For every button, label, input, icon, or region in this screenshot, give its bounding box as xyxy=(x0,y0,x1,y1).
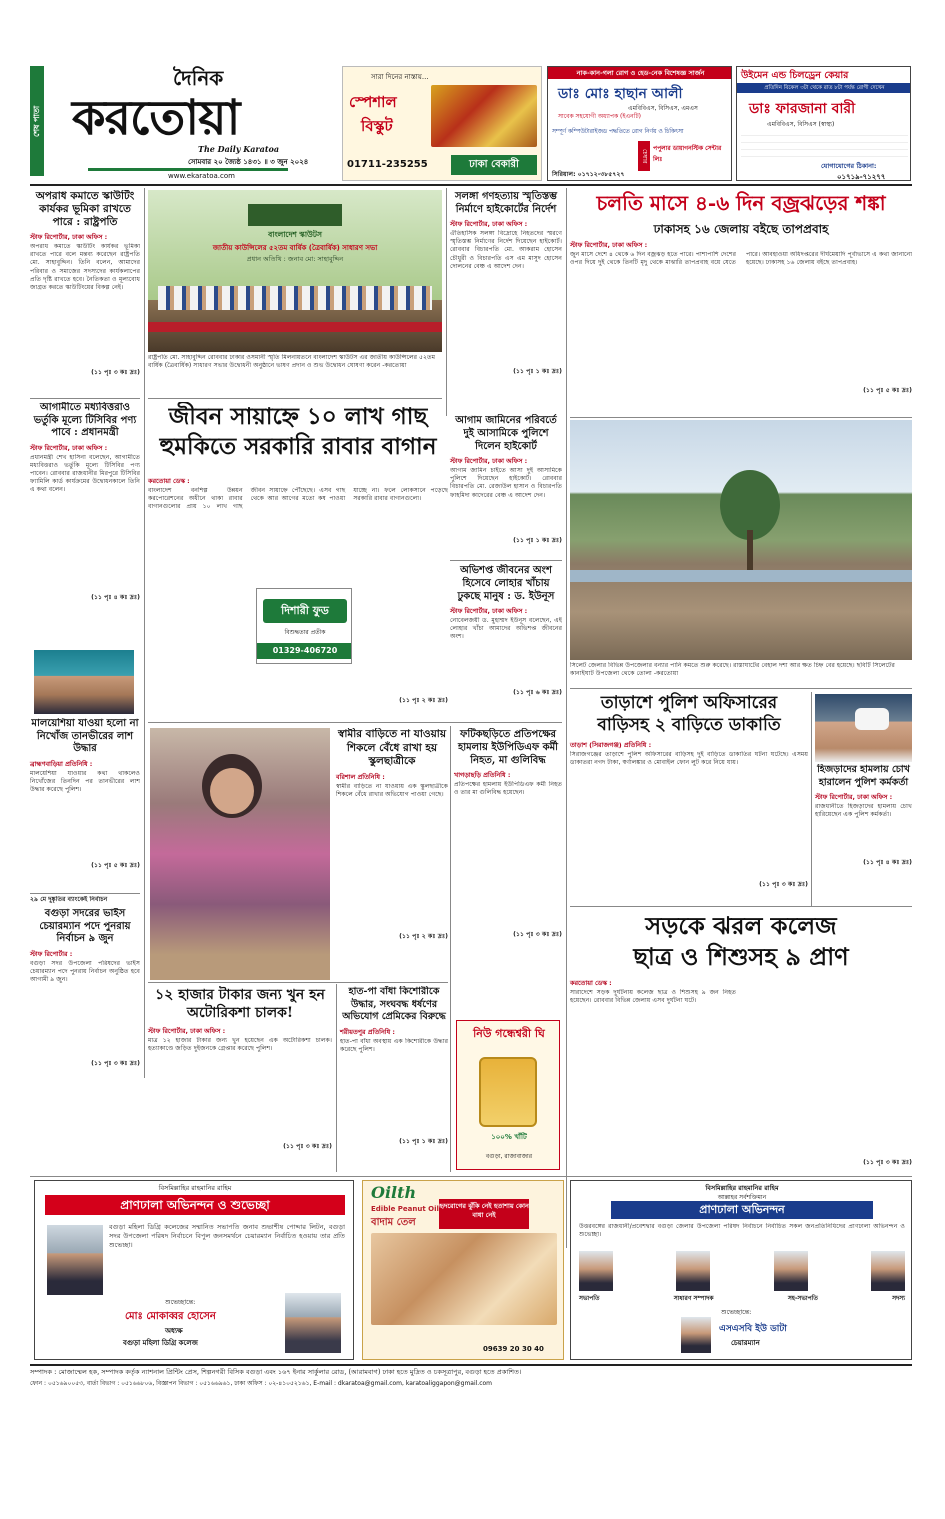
jump-road: (১১ পৃঃ ৩ কঃ দ্রঃ) xyxy=(863,1159,912,1166)
jump-thunderstorm: (১১ পৃঃ ৫ কঃ দ্রঃ) xyxy=(863,387,912,394)
story-vice-chair xyxy=(30,908,140,1078)
notice2-top: বিসমিল্লাহির রাহমানির রাহিম xyxy=(705,1184,779,1192)
women-degrees: এমবিবিএস, বিসিএস (স্বাস্থ্য) xyxy=(767,121,835,128)
jump-tcb: (১১ পৃঃ ৪ কঃ দ্রঃ) xyxy=(91,593,140,601)
story-bail xyxy=(450,414,562,558)
byline-scouting: স্টাফ রিপোর্টার, ঢাকা অফিস : xyxy=(30,233,108,241)
story-teen xyxy=(340,986,448,1172)
headline-hijra: হিজড়াদের হামলায় চোখ হারালেন পুলিশ কর্মকর্তা xyxy=(817,764,910,788)
body-auto: মাত্র ১২ হাজার টাকার জন্য খুন হয়েছেন এক অটোরিকশা চালক। হত্যাকাণ্ডে জড়িত দুইজনকে গ্রেপ্তার করেছে পুলিশ। xyxy=(148,1037,332,1053)
headline-bail: আগাম জামিনের পরিবর্তে দুই আসামিকে পুলিশে দিলেন হাইকোর্ট xyxy=(455,415,557,452)
flood-road-photo xyxy=(570,420,912,660)
footer-imprint: সম্পাদক : মোজাম্মেল হক, সম্পাদক কর্তৃক ন্যাশনাল প্রিন্টিং প্রেস, শিল্পনগরী বিসিক বগুড়া এবং ১৬৭ ইনার সার্কুলার রোড, (আরামবাগ) ঢাকা হতে মুদ্রিত ও চকসূত্রাপুর, বগুড়া হতে প্রকাশিত। xyxy=(30,1368,522,1376)
ent-line2: সম্পূর্ণ কম্পিউটারাইজড পদ্ধতিতে রোগ নির্ণয় ও চিকিৎসা xyxy=(552,129,684,135)
ent-banner: নাক-কান-গলা রোগ ও হেড-নেক বিশেষজ্ঞ সার্জন xyxy=(548,67,732,79)
ent-hospital: পপুলার ডায়াগনস্টিক সেন্টার লিঃ xyxy=(653,145,722,163)
oilth-peanut-oil-ad xyxy=(362,1180,564,1360)
story-scouting xyxy=(30,190,140,395)
jump-auto: (১১ পৃঃ ৩ কঃ দ্রঃ) xyxy=(283,1143,332,1150)
headline-malaysia: মালয়েশিয়া যাওয়া হলো না নিখোঁজ তানভীরের লাশ উদ্ধার xyxy=(31,718,139,754)
notice1-title: প্রাণঢালা অভিনন্দন ও শুভেচ্ছা xyxy=(45,1195,345,1215)
byline-road: করতোয়া ডেস্ক : xyxy=(570,979,612,987)
story-road xyxy=(570,910,912,1180)
portrait-3 xyxy=(774,1251,808,1291)
name-label-1: সভাপতি xyxy=(579,1295,600,1302)
ghee-line: ১০০% খাঁটি xyxy=(491,1133,527,1141)
banner-line3: প্রধান অতিথি : জনাব মো: সাহাবুদ্দিন xyxy=(246,255,344,263)
body-thunderstorm: জুন মাসে দেশে ৪ থেকে ৬ দিন বজ্রঝড় হতে পারে। পাশাপাশি দেশের ওপর দিয়ে দুই থেকে তিনটি মৃদু থেকে মাঝারি তাপপ্রবাহ বয়ে যেতে পারে। আবহাওয়া অধিদপ্তরের দীর্ঘমেয়াদি পূর্বাভাসে এ কথা জানানো হয়েছে। ঢাকাসহ ১৬ জেলায় বইছে তাপপ্রবাহ। xyxy=(570,251,912,267)
greeting-notice-1 xyxy=(34,1180,354,1360)
byline-malaysia: ব্রাহ্মণবাড়িয়া প্রতিনিধি : xyxy=(30,759,93,768)
notice1-photo-right xyxy=(285,1293,341,1353)
byline-bail: স্টাফ রিপোর্টার, ঢাকা অফিস : xyxy=(450,457,528,465)
women-phone: ০১৭১৯-৭১২৭৭ xyxy=(837,173,886,181)
byline-yunus: স্টাফ রিপোর্টার, ঢাকা অফিস : xyxy=(450,607,528,615)
notice2-names xyxy=(579,1293,905,1304)
headline-tarash-l1: তাড়াশে পুলিশ অফিসারের xyxy=(600,693,778,713)
notice2-sign-name: এসএসবি ইউ ডাটা xyxy=(719,1324,787,1334)
byline-salanga: স্টাফ রিপোর্টার, ঢাকা অফিস : xyxy=(450,220,528,228)
byline-teen: শরীয়তপুর প্রতিনিধি : xyxy=(340,1027,395,1036)
dishari-phone: 01329-406720 xyxy=(257,643,352,659)
women-title: উইমেন এন্ড চিলড্রেন কেয়ার xyxy=(741,70,849,81)
oilth-family-image xyxy=(371,1233,557,1325)
jump-yunus: (১১ পৃঃ ৬ কঃ দ্রঃ) xyxy=(513,689,562,696)
biscuit-phone: 01711-235255 xyxy=(347,159,428,170)
jump-bail: (১১ পৃঃ ১ কঃ দ্রঃ) xyxy=(513,537,562,544)
jump-malaysia: (১১ পৃঃ ৫ কঃ দ্রঃ) xyxy=(91,861,140,869)
byline-rubber: করতোয়া ডেস্ক : xyxy=(148,477,190,485)
byline-vice-chair: স্টাফ রিপোর্টার : xyxy=(30,949,73,958)
banner-line2: জাতীয় কাউন্সিলের ৫২তম বার্ষিক (ত্রৈবার্ষিক) সাধারণ সভা xyxy=(212,244,378,252)
story-auto xyxy=(148,986,332,1172)
flood-caption: সিলেট জেলার বিভিন্ন উপজেলার বন্যার পানি কমতে শুরু করেছে। রাস্তাঘাটের বেহাল দশা আর ক্ষত চিহ্ন বের হয়েছে। ছবিটি সিলেটের কানাইঘাট উপজেলা থেকে তোলা -করতোয়া xyxy=(570,662,895,677)
body-vice-chair: বগুড়া সদর উপজেলা পরিষদের ভাইস চেয়ারম্যান পদে পুনরায় নির্বাচন অনুষ্ঠিত হবে আগামী ৯ জুন। xyxy=(30,959,140,983)
body-teen: হাত-পা বাঁধা অবস্থায় এক কিশোরীকে উদ্ধার করেছে পুলিশ। xyxy=(340,1037,448,1053)
portrait-2 xyxy=(676,1251,710,1291)
banner-line1: বাংলাদেশ স্কাউটস xyxy=(268,230,322,239)
dishari-food-ad xyxy=(256,588,352,664)
side-tab: শেষ পাতা xyxy=(30,66,44,176)
jump-chained: (১১ পৃঃ ২ কঃ দ্রঃ) xyxy=(399,932,448,940)
logo-main: করতোয়া xyxy=(72,90,240,146)
notice1-body: বগুড়া মহিলা ডিগ্রি কলেজের সম্মানিত সভাপতি জনাব শুভাশীষ পোদ্দার লিটন, বগুড়া সদর উপজেলা পরিষদ নির্বাচনে বিপুল জনসমর্থনে চেয়ারম্যান নির্বাচিত হওয়ায় তার প্রতি শুভেচ্ছা। xyxy=(109,1223,345,1249)
sub-thunderstorm: ঢাকাসহ ১৬ জেলায় বইছে তাপপ্রবাহ xyxy=(653,222,829,236)
headline-teen: হাত-পা বাঁধা কিশোরীকে উদ্ধার, সংঘবদ্ধ ধর্ষণের অভিযোগ প্রেমিকের বিরুদ্ধে xyxy=(342,986,446,1022)
oilth-bn: বাদাম তেল xyxy=(371,1217,416,1228)
byline-auto: স্টাফ রিপোর্টার, ঢাকা অফিস : xyxy=(148,1027,226,1035)
body-hijra: রাজধানীতে হিজড়াদের হামলায় চোখ হারিয়েছেন এক পুলিশ কর্মকর্তা। xyxy=(815,803,912,819)
body-scouting: অপরাধ কমাতে স্কাউটিং কার্যকর ভূমিকা রাখতে পারে বলে মন্তব্য করেছেন রাষ্ট্রপতি মো. সাহাবুদ্দিন। তিনি বলেন, আমাদের পরিবার ও সমাজের সদস্যদের কার্যকলাপের প্রতি দৃষ্টি রাখতে হবে। নৈতিকতা ও মূল্যবোধ জাগ্রত করতে স্কাউটিংয়ের বিকল্প নেই। xyxy=(30,243,140,292)
chained-girl-photo xyxy=(150,728,330,980)
headline-rubber-l1: জীবন সায়াহ্নে ১০ লাখ গাছ xyxy=(168,403,428,430)
headline-road-l2: ছাত্র ও শিশুসহ ৯ প্রাণ xyxy=(633,942,849,971)
byline-chained: বরিশাল প্রতিনিধি : xyxy=(336,772,385,781)
biscuit-packs-image xyxy=(431,85,537,147)
portrait-4 xyxy=(871,1251,905,1291)
notice1-top: বিসমিল্লাহির রাহমানির রাহিম xyxy=(158,1184,232,1192)
biscuit-ad xyxy=(342,66,542,181)
women-children-ad xyxy=(736,66,911,181)
ent-serial: সিরিয়াল: ০১৭১২-৩৮৫৭২৭ xyxy=(552,171,625,178)
byline-updf: খাগড়াছড়ি প্রতিনিধি : xyxy=(454,771,511,779)
women-subtitle: প্রতিদিন বিকেল ৩টা থেকে রাত ৮টা পর্যন্ত রোগী দেখেন xyxy=(737,83,911,93)
masthead-website[interactable]: www.ekaratoa.com xyxy=(168,172,235,180)
ghee-jar xyxy=(479,1057,537,1127)
logo-top: দৈনিক xyxy=(173,66,224,90)
ghee-title: নিউ গন্ধেশ্বরী ঘি xyxy=(473,1027,545,1040)
footer-contacts: ফোন : ০৫১৬৯০০৫৩, বার্তা বিভাগ : ০৫১৬৬৮০৬, বিজ্ঞাপন বিভাগ : ০৫১৬৬৯৬১, ঢাকা অফিস : ০২-৪১০৫২১৬১, E-mail : dkaratoa@gmail.com, karatoaliggapon@gmail.com xyxy=(30,1380,493,1387)
headline-updf: ফটিকছড়িতে প্রতিপক্ষের হামলায় ইউপিডিএফ কর্মী নিহত, মা গুলিবিদ্ধ xyxy=(457,729,559,766)
name-label-4: সদস্য xyxy=(892,1295,905,1302)
notice2-portraits xyxy=(579,1251,905,1291)
headline-rubber-l2: হুমকিতে সরকারি রাবার বাগান xyxy=(159,433,437,460)
ghee-shop: বগুড়া, রাজাবাজার xyxy=(485,1153,533,1160)
jump-tarash: (১১ পৃঃ ৩ কঃ দ্রঃ) xyxy=(759,881,808,888)
story-thunderstorm xyxy=(570,190,912,415)
body-bail: আগাম জামিন চাইতে আসা দুই আসামিকে পুলিশে দিয়েছেন হাইকোর্ট। রোববার বিচারপতি মো. রেজাউল হাসান ও বিচারপতি ফাহমিদা কাদেরের বেঞ্চ এ আদেশ দেন। xyxy=(450,467,562,499)
notice2-title: প্রাণঢালা অভিনন্দন xyxy=(611,1201,873,1219)
headline-tarash-l2: বাড়িসহ ২ বাড়িতে ডাকাতি xyxy=(597,715,781,735)
body-tarash: সিরাজগঞ্জের তাড়াশে পুলিশ অফিসারের বাড়িসহ দুই বাড়িতে ডাকাতির ঘটনা ঘটেছে। এসময় ডাকাতরা নগদ টাকা, স্বর্ণালঙ্কার ও মোবাইল ফোন লুট করে নিয়ে যায়। xyxy=(570,751,808,767)
greeting-notice-2 xyxy=(570,1180,912,1360)
oilth-brand: Oilth xyxy=(371,1183,417,1202)
biscuit-brand: ঢাকা বেকারী xyxy=(451,155,537,175)
story-tcb xyxy=(30,402,140,632)
jump-rubber: (১১ পৃঃ ২ কঃ দ্রঃ) xyxy=(399,697,448,704)
byline-tarash: তাড়াশ (সিরাজগঞ্জ) প্রতিনিধি : xyxy=(570,741,652,749)
byline-thunderstorm: স্টাফ রিপোর্টার, ঢাকা অফিস : xyxy=(570,241,648,249)
jump-updf: (১১ পৃঃ ৩ কঃ দ্রঃ) xyxy=(513,931,562,938)
oilth-product: Edible Peanut Oil xyxy=(371,1205,439,1213)
notice2-top2: আল্লাহর সর্বশক্তিমান xyxy=(717,1194,767,1201)
jump-teen: (১১ পৃঃ ১ কঃ দ্রঃ) xyxy=(399,1137,448,1145)
body-tcb: প্রধানমন্ত্রী শেখ হাসিনা বলেছেন, আগামীতে মধ্যবিত্তরাও ভর্তুকি মূল্যে টিসিবির পণ্য পাবেন। রোববার রাজধানীর মিরপুরে টিসিবির ফ্যামিলি কার্ড কার্যক্রমের উদ্বোধনকালে তিনি এ কথা বলেন। xyxy=(30,453,140,494)
biscuit-name2: বিস্কুট xyxy=(361,117,393,135)
story-hijra xyxy=(815,764,912,904)
name-label-2: সাধারণ সম্পাদক xyxy=(673,1295,714,1302)
body-rubber: বাংলাদেশ বনশিল্প উন্নয়ন করপোরেশনের অধীনে থাকা রাবার বাগানগুলোর প্রায় ১০ লাখ গাছ জীবন সায়াহ্নে পৌঁছেছে। এসব গাছ থেকে আর আগের মতো কষ পাওয়া যাচ্ছে না। ফলে লোকসানে পড়েছে সরকারি রাবার বাগানগুলো। xyxy=(148,487,448,511)
body-chained: স্বামীর বাড়িতে না যাওয়ায় এক স্কুলছাত্রীকে শিকলে বেঁধে রাখার অভিযোগ পাওয়া গেছে। xyxy=(336,782,448,798)
body-malaysia: মালয়েশিয়া যাওয়ার কথা থাকলেও নিখোঁজের তিনদিন পর তানভীরের লাশ উদ্ধার করেছে পুলিশ। xyxy=(30,769,140,793)
body-updf: প্রতিপক্ষের হামলায় ইউপিডিএফ কর্মী নিহত ও তার মা গুলিবিদ্ধ হয়েছেন। xyxy=(454,781,562,797)
story-salanga xyxy=(450,190,562,412)
logo-en: The Daily Karatoa xyxy=(198,144,280,154)
ent-doctor: ডাঃ মোঃ হাছান আলী xyxy=(558,86,683,102)
biscuit-tagline: সারা দিনের নাস্তায়... xyxy=(371,73,429,81)
story-yunus xyxy=(450,564,562,724)
notice1-sign-role: অধ্যক্ষ xyxy=(165,1327,183,1335)
notice1-sign-label: শুভেচ্ছান্তে: xyxy=(165,1298,196,1306)
notice2-sign-label: শুভেচ্ছান্তে: xyxy=(721,1308,752,1316)
byline-tcb: স্টাফ রিপোর্টার, ঢাকা অফিস : xyxy=(30,443,108,452)
story-updf xyxy=(454,728,562,978)
headline-auto: ১২ হাজার টাকার জন্য খুন হন অটোরিকশা চালক! xyxy=(155,987,325,1021)
biscuit-name1: স্পেশাল xyxy=(349,93,397,111)
brief-election: ২৯ মে দুষ্কৃতির ব্যাংকেই নির্বাচন xyxy=(30,896,108,903)
name-label-3: সহ-সভাপতি xyxy=(787,1295,818,1302)
jump-hijra: (১১ পৃঃ ৪ কঃ দ্রঃ) xyxy=(863,859,912,866)
tanvir-portrait xyxy=(34,650,134,714)
headline-vice-chair: বগুড়া সদরের ভাইস চেয়ারম্যান পদে পুনরায় নির্বাচন ৯ জুন xyxy=(39,908,131,944)
dishari-name: দিশারী ফুড xyxy=(263,599,347,623)
headline-yunus: অভিশপ্ত জীবনের অংশ হিসেবে লোহার খাঁচায় ঢুকছে মানুষ : ড. ইউনূস xyxy=(457,565,555,602)
body-yunus: নোবেলজয়ী ড. মুহাম্মদ ইউনূস বলেছেন, এই লোহার খাঁচা আমাদের অভিশপ্ত জীবনের অংশ। xyxy=(450,617,562,641)
dishari-tag: বিশুদ্ধতার প্রতীক xyxy=(284,629,326,636)
notice1-photo-left xyxy=(47,1225,103,1295)
masthead-logo xyxy=(48,64,338,179)
headline-road-l1: সড়কে ঝরল কলেজ xyxy=(645,911,837,940)
ent-line1: সাবেক সহযোগী অধ্যাপক (ইএনটি) xyxy=(558,113,641,120)
ghee-ad xyxy=(456,1020,560,1170)
body-road: সারাদেশে সড়ক দুর্ঘটনায় কলেজ ছাত্র ও শিশুসহ ৯ জন নিহত হয়েছেন। রোববার বিভিন্ন জেলায় এসব দুর্ঘটনা ঘটে। xyxy=(570,989,736,1005)
headline-tcb: আগামীতে মধ্যবিত্তরাও ভর্তুকি মূল্যে টিসিবির পণ্য পাবে : প্রধানমন্ত্রী xyxy=(33,402,137,438)
ent-degrees: এমবিবিএস, বিসিএস, এমএস xyxy=(628,105,698,112)
portrait-1 xyxy=(579,1251,613,1291)
headline-chained: স্বামীর বাড়িতে না যাওয়ায় শিকলে বেঁধে রাখা হয় স্কুলছাত্রীকে xyxy=(337,728,447,767)
notice2-sign-portrait xyxy=(681,1317,711,1353)
headline-scouting: অপরাধ কমাতে স্কাউটিং কার্যকর ভূমিকা রাখতে পারে : রাষ্ট্রপতি xyxy=(35,190,135,228)
notice1-sign-name: মোঃ মোকাব্বর হোসেন xyxy=(125,1311,216,1322)
story-malaysia xyxy=(30,718,140,898)
jump-salanga: (১১ পৃঃ ১ কঃ দ্রঃ) xyxy=(513,368,562,375)
notice1-sign-org: বগুড়া মহিলা ডিগ্রি কলেজ xyxy=(123,1339,198,1347)
jump-scouting: (১১ পৃঃ ৩ কঃ দ্রঃ) xyxy=(91,369,140,376)
notice2-body: উত্তরবঙ্গের রাজধানী/প্রবেশদ্বার বগুড়া জেলার উপজেলা পরিষদ নির্বাচনে নির্বাচিত সকল জনপ্রতিনিধিদের প্রাণঢালা অভিনন্দন ও শুভেচ্ছা। xyxy=(579,1223,905,1239)
notice2-sign-role: চেয়ারম্যান xyxy=(731,1339,760,1347)
oilth-tagline: হৃদরোগের ঝুঁকি নেই হতাশায় কোন বাধা নেই xyxy=(439,1199,529,1229)
headline-salanga: সলঙ্গা গণহত্যায় স্মৃতিস্তম্ভ নির্মাণে হাইকোর্টের নির্দেশ xyxy=(454,191,558,215)
story-tarash xyxy=(570,692,808,902)
jump-vice-chair: (১১ পৃঃ ৩ কঃ দ্রঃ) xyxy=(91,1059,140,1067)
oilth-phone: 09639 20 30 40 xyxy=(483,1345,544,1353)
byline-hijra: স্টাফ রিপোর্টার, ঢাকা অফিস : xyxy=(815,793,893,801)
scouts-lead-photo xyxy=(148,190,442,352)
injured-officer-photo xyxy=(815,694,912,762)
story-chained xyxy=(336,728,448,978)
women-contact-label: যোগাযোগের ঠিকানা: xyxy=(821,162,877,170)
lead-caption: রাষ্ট্রপতি মো. সাহাবুদ্দিন রোববার ঢাকার ওসমানী স্মৃতি মিলনায়তনে বাংলাদেশ স্কাউটস এর জাতীয় কাউন্সিলের ৫২তম বার্ষিক (ত্রৈবার্ষিক) সাধারণ সভার উদ্বোধনী অনুষ্ঠানে ভাষণ প্রদান ও শুভ উদ্বোধন ঘোষণা করেন -করতোয়া xyxy=(148,354,436,369)
women-doctor: ডাঃ ফারজানা বারী xyxy=(749,101,856,117)
ent-side: চেম্বার xyxy=(638,141,650,171)
body-salanga: ঐতিহাসিক সলঙ্গা বিদ্রোহে নিহতদের স্মরণে স্মৃতিস্তম্ভ নির্মাণের নির্দেশ দিয়েছেন হাইকোর্ট। রোববার বিচারপতি মো. আকরাম হোসেন চৌধুরী ও বিচারপতি এস এম মাসুদ হোসেন দোলনের বেঞ্চ এ আদেশ দেন। xyxy=(450,230,562,270)
masthead-date: সোমবার ২০ জ্যৈষ্ঠ ১৪৩১ ॥ ৩ জুন ২০২৪ xyxy=(188,158,309,166)
ent-doctor-ad xyxy=(547,66,732,181)
headline-thunderstorm: চলতি মাসে ৪-৬ দিন বজ্রঝড়ের শঙ্কা xyxy=(596,191,886,215)
